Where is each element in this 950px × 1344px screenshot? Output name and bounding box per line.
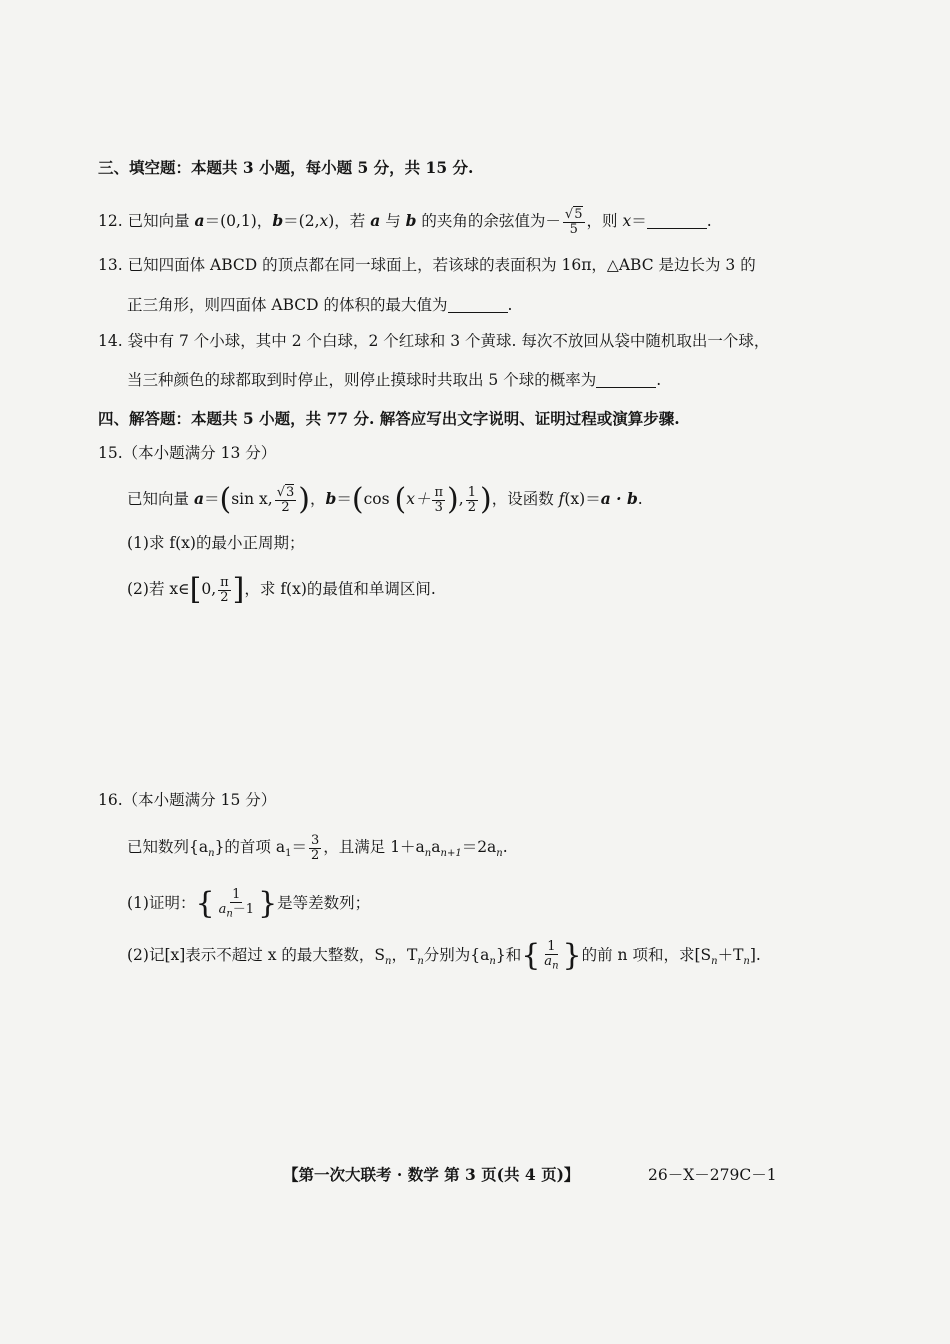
q15-text: ， xyxy=(310,490,326,509)
q15-text: ＝ xyxy=(203,490,220,509)
question-16-header: 16.（本小题满分 15 分） xyxy=(98,791,277,809)
subscript: n xyxy=(385,955,392,967)
q16-text: (1)证明： xyxy=(127,893,196,912)
answer-blank[interactable] xyxy=(596,373,656,388)
question-13-line2 xyxy=(127,298,512,314)
frac-denominator xyxy=(542,955,560,972)
paren: ) xyxy=(479,482,492,518)
q16-text: . xyxy=(502,838,508,857)
cosine-fraction: $\frac{√5}{5}$ xyxy=(564,207,583,237)
one-over-an xyxy=(542,940,560,972)
frac-numerator: 1 xyxy=(232,887,241,902)
frac-numerator: π xyxy=(220,575,229,590)
q12-text: . xyxy=(706,212,712,231)
bracket: ] xyxy=(232,572,245,608)
pi-over-2 xyxy=(218,576,231,604)
answer-blank[interactable] xyxy=(448,298,508,313)
subscript: n xyxy=(226,908,233,920)
q15-text: x＋ xyxy=(406,490,431,509)
frac-denominator: 5 xyxy=(569,221,578,237)
footer-code: 26－X－279C－1 xyxy=(648,1166,777,1184)
question-14-line1: 14. 袋中有 7 个小球，其中 2 个白球，2 个红球和 3 个黄球. 每次不放回从袋中随机取出一个球， xyxy=(98,332,770,350)
subscript: n xyxy=(489,955,496,967)
q12-text: ＝(2, xyxy=(283,212,320,231)
q12-text: ＝ xyxy=(631,212,647,231)
reciprocal-fraction xyxy=(217,888,257,920)
q16-text: ]. xyxy=(749,945,761,964)
q16-text: (2)记[x]表示不超过 x 的最大整数，S xyxy=(127,945,386,964)
q16-text: 是等差数列； xyxy=(277,893,371,912)
subscript: n xyxy=(208,848,215,860)
section-4-heading: 四、解答题：本题共 5 小题，共 77 分. 解答应写出文字说明、证明过程或演算步骤. xyxy=(98,409,680,428)
q16-text: ＝2a xyxy=(461,838,497,857)
q15-text: 已知向量 xyxy=(127,490,194,509)
one-half xyxy=(466,486,478,514)
paren: ) xyxy=(447,482,459,518)
frac-numerator: 5 xyxy=(574,207,583,222)
paren: ) xyxy=(298,482,311,518)
q16-text: }和 xyxy=(495,945,522,964)
q15-text: , xyxy=(458,490,464,509)
frac-denominator: 2 xyxy=(281,499,290,515)
q15-text: ，求 f(x)的最值和单调区间. xyxy=(244,580,436,599)
subscript: n xyxy=(552,960,559,972)
sqrt3-over-2: $\frac{√3}{2}$ xyxy=(276,485,295,515)
frac-numerator: 1 xyxy=(547,939,556,954)
q15-text: (2)若 x∈ xyxy=(127,580,190,599)
q15-text: (x)＝ xyxy=(564,490,601,509)
q12-text: ＝(0,1)， xyxy=(204,212,273,231)
q15-text: ，设函数 xyxy=(491,490,559,509)
var-x: x xyxy=(622,212,632,231)
q15-text: cos xyxy=(363,490,390,509)
q16-text: ＋T xyxy=(717,945,744,964)
question-12 xyxy=(98,208,712,236)
three-halves xyxy=(309,834,321,862)
q16-text: 的前 n 项和，求[S xyxy=(581,945,712,964)
subscript: n xyxy=(743,955,750,967)
vector-a: a xyxy=(194,211,205,231)
q13-text: . xyxy=(507,296,513,314)
vector-b: b xyxy=(272,211,284,231)
paren: ( xyxy=(351,482,364,518)
subscript: 1 xyxy=(285,848,292,860)
question-15-stem xyxy=(127,482,643,518)
footer-title: 【第一次大联考 · 数学 第 3 页(共 4 页)】 xyxy=(283,1165,580,1184)
vector-b: b xyxy=(405,211,417,231)
q13-text: 正三角形，则四面体 ABCD 的体积的最大值为 xyxy=(127,296,448,314)
question-13-line1: 13. 已知四面体 ABCD 的顶点都在同一球面上，若该球的表面积为 16π，△ABC 是边长为 3 的 xyxy=(98,256,756,274)
q15-text: . xyxy=(637,490,643,509)
subscript: n xyxy=(711,955,718,967)
frac-denominator: 2 xyxy=(310,847,320,863)
frac-numerator: 3 xyxy=(286,485,295,500)
a-n: a xyxy=(544,953,553,969)
frac-denominator: 3 xyxy=(434,499,443,515)
q12-text: ，则 xyxy=(586,212,623,231)
pi-over-3 xyxy=(432,486,445,514)
answer-blank[interactable] xyxy=(647,214,707,229)
question-16-part2 xyxy=(127,937,761,973)
brace: } xyxy=(562,937,582,973)
q12-text: 的夹角的余弦值为－ xyxy=(416,212,561,231)
question-15-part2 xyxy=(127,572,436,608)
section-3-heading: 三、填空题：本题共 3 小题，每小题 5 分，共 15 分. xyxy=(98,158,474,177)
q15-text: 0, xyxy=(201,580,217,599)
vector-a: a xyxy=(370,211,381,231)
q14-text: . xyxy=(656,371,662,389)
q16-text: 已知数列{a xyxy=(127,838,209,857)
question-16-stem xyxy=(127,834,508,862)
subscript: n xyxy=(424,848,432,860)
func-f: f xyxy=(558,490,565,509)
frac-denominator: 2 xyxy=(467,499,476,515)
q16-text: 分别为{a xyxy=(423,945,490,964)
minus-one: －1 xyxy=(232,901,255,917)
frac-numerator: 1 xyxy=(467,485,476,500)
bracket: [ xyxy=(189,572,202,608)
brace: } xyxy=(258,885,278,921)
question-14-line2 xyxy=(127,373,661,389)
q12-text: 12. 已知向量 xyxy=(98,212,195,231)
a-n: a xyxy=(218,901,227,917)
question-16-part1 xyxy=(127,885,371,921)
frac-denominator xyxy=(217,903,257,920)
q16-text: a xyxy=(431,838,441,857)
q16-text: }的首项 a xyxy=(214,838,286,857)
q12-text: )，若 xyxy=(328,212,371,231)
question-15-part1: (1)求 f(x)的最小正周期； xyxy=(127,534,305,552)
q15-text: sin x, xyxy=(231,490,273,509)
vector-a: a xyxy=(193,489,204,509)
subscript: n xyxy=(496,848,503,860)
q16-text: ，T xyxy=(391,945,418,964)
q16-text: ＝ xyxy=(291,838,307,857)
paren: ( xyxy=(394,482,407,518)
frac-numerator: 3 xyxy=(310,833,320,848)
q16-text: ，且满足 1＋a xyxy=(323,838,425,857)
paren: ( xyxy=(219,482,232,518)
q15-text: ＝ xyxy=(336,490,352,509)
vector-b: b xyxy=(325,489,337,509)
question-15-header: 15.（本小题满分 13 分） xyxy=(98,444,277,462)
frac-numerator: π xyxy=(434,485,444,500)
q14-text: 当三种颜色的球都取到时停止，则停止摸球时共取出 5 个球的概率为 xyxy=(127,371,597,389)
dot-product: a · b xyxy=(600,489,638,509)
brace: { xyxy=(195,885,215,921)
q12-text: 与 xyxy=(380,212,406,231)
subscript: n+1 xyxy=(440,848,462,860)
var-x: x xyxy=(319,212,329,231)
brace: { xyxy=(521,937,541,973)
subscript: n xyxy=(417,955,424,967)
frac-denominator: 2 xyxy=(220,589,229,605)
